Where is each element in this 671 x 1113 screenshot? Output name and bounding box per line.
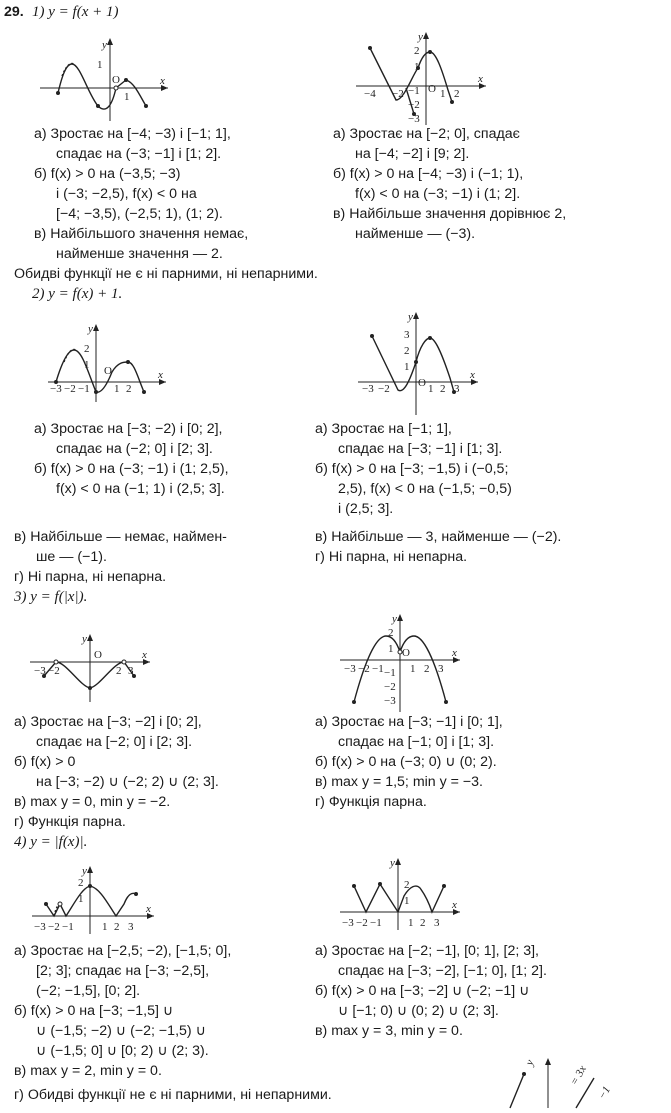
- answer-line: в) max y = 1,5; min y = −3.: [315, 774, 483, 790]
- corner-label: y: [523, 1058, 537, 1068]
- answer-line: а) Зростає на [−3; −2) і [0; 2],: [34, 421, 223, 437]
- tick-label: 1: [114, 383, 120, 395]
- answer-line: 2,5), f(x) < 0 на (−1,5; −0,5): [338, 481, 512, 497]
- graph-2a: [48, 322, 178, 407]
- tick-label: 3: [128, 921, 134, 933]
- tick-label: 1: [388, 643, 394, 655]
- x-axis-label: x: [452, 899, 457, 911]
- corner-label: −1: [596, 1084, 614, 1102]
- tick-label: −3: [362, 383, 374, 395]
- graph-3a: [30, 632, 160, 707]
- answer-line: б) f(x) > 0: [14, 754, 76, 770]
- answer-line: а) Зростає на [−2,5; −2), [−1,5; 0],: [14, 943, 232, 959]
- part-3-title: 3) y = f(|x|).: [14, 589, 88, 605]
- part-1-footer: Обидві функції не є ні парними, ні непарними.: [14, 266, 318, 282]
- x-axis-label: x: [478, 73, 483, 85]
- tick-label: 1: [440, 88, 446, 100]
- tick-label: 3: [454, 383, 460, 395]
- tick-label: 1: [97, 59, 103, 71]
- x-axis-label: x: [142, 649, 147, 661]
- answer-line: в) Найбільше — 3, найменше — (−2).: [315, 529, 562, 545]
- x-axis-label: x: [470, 369, 475, 381]
- tick-label: −1: [384, 667, 396, 679]
- answer-line: в) max y = 2, min y = 0.: [14, 1063, 162, 1079]
- tick-label: 1: [404, 895, 410, 907]
- tick-label: 3: [438, 663, 444, 675]
- part-2-title: 2) y = f(x) + 1.: [32, 286, 123, 302]
- tick-label: 2: [414, 45, 420, 57]
- answer-line: ∪ [−1; 0) ∪ (0; 2) ∪ (2; 3].: [338, 1003, 499, 1019]
- tick-label: −2: [384, 681, 396, 693]
- tick-label: 2: [126, 383, 132, 395]
- answer-line: найменше значення — 2.: [56, 246, 223, 262]
- y-axis-label: y: [408, 311, 413, 323]
- answer-line: ше — (−1).: [36, 549, 107, 565]
- tick-label: −1: [62, 921, 74, 933]
- answer-line: ∪ (−1,5; 0] ∪ [0; 2) ∪ (2; 3).: [36, 1043, 209, 1059]
- tick-label: −1: [370, 917, 382, 929]
- y-axis-label: y: [392, 613, 397, 625]
- tick-label: 2: [84, 343, 90, 355]
- answer-line: г) Функція парна.: [14, 814, 126, 830]
- tick-label: 2: [420, 917, 426, 929]
- graph-4a: [32, 864, 162, 944]
- answer-line: а) Зростає на [−1; 1],: [315, 421, 452, 437]
- tick-label: −2: [378, 383, 390, 395]
- answer-line: а) Зростає на [−3; −2] і [0; 2],: [14, 714, 202, 730]
- tick-label: 1: [124, 91, 130, 103]
- answer-line: ∪ (−1,5; −2) ∪ (−2; −1,5) ∪: [36, 1023, 206, 1039]
- answer-line: спадає на [−2; 0] і [2; 3].: [36, 734, 193, 750]
- answer-line: [2; 3]; спадає на [−3; −2,5],: [36, 963, 210, 979]
- part-1-title: 1) y = f(x + 1): [32, 4, 119, 20]
- answer-line: спадає на [−1; 0] і [1; 3].: [338, 734, 495, 750]
- origin-label: O: [428, 83, 436, 95]
- tick-label: 1: [102, 921, 108, 933]
- tick-label: 2: [404, 879, 410, 891]
- answer-line: а) Зростає на [−2; 0], спадає: [333, 126, 520, 142]
- answer-line: г) Ні парна, ні непарна.: [315, 549, 468, 565]
- tick-label: 3: [434, 917, 440, 929]
- y-axis-label: y: [82, 865, 87, 877]
- origin-label: O: [94, 649, 102, 661]
- answer-line: а) Зростає на [−2; −1], [0; 1], [2; 3],: [315, 943, 540, 959]
- tick-label: −3: [408, 113, 420, 125]
- tick-label: 2: [388, 627, 394, 639]
- answer-line: (−2; −1,5], [0; 2].: [36, 983, 141, 999]
- tick-label: −3: [34, 921, 46, 933]
- answer-line: спадає на (−3; −1] і [1; 2].: [56, 146, 222, 162]
- graph-2b: [358, 310, 488, 420]
- tick-label: −2: [408, 99, 420, 111]
- tick-label: 2: [440, 383, 446, 395]
- tick-label: 2: [116, 665, 122, 677]
- tick-label: −3: [384, 695, 396, 707]
- tick-label: 1: [404, 361, 410, 373]
- answer-line: спадає на (−2; 0] і [2; 3].: [56, 441, 213, 457]
- answer-line: f(x) < 0 на (−3; −1) і (1; 2].: [355, 186, 521, 202]
- answer-line: спадає на [−3; −2], [−1; 0], [1; 2].: [338, 963, 547, 979]
- answer-line: в) max y = 3, min y = 0.: [315, 1023, 463, 1039]
- graph-4b: [340, 856, 470, 941]
- y-axis-label: y: [82, 633, 87, 645]
- tick-label: 1: [84, 359, 90, 371]
- tick-label: −3: [344, 663, 356, 675]
- tick-label: 2: [78, 877, 84, 889]
- answer-line: f(x) < 0 на (−1; 1) і (2,5; 3].: [56, 481, 225, 497]
- answer-line: в) Найбільше — немає, наймен-: [14, 529, 227, 545]
- tick-label: 2: [424, 663, 430, 675]
- answer-line: б) f(x) > 0 на (−3; 0) ∪ (0; 2).: [315, 754, 497, 770]
- tick-label: 1: [428, 383, 434, 395]
- answer-line: б) f(x) > 0 на [−3; −1,5) і (−0,5;: [315, 461, 509, 477]
- answer-line: і (−3; −2,5), f(x) < 0 на: [56, 186, 197, 202]
- tick-label: 2: [454, 88, 460, 100]
- answer-line: а) Зростає на [−4; −3) і [−1; 1],: [34, 126, 231, 142]
- corner-label: = 3x: [568, 1063, 589, 1088]
- tick-label: −2: [356, 917, 368, 929]
- tick-label: −4: [364, 88, 376, 100]
- tick-label: 1: [414, 61, 420, 73]
- tick-label: 1: [408, 917, 414, 929]
- answer-line: [−4; −3,5), (−2,5; 1), (1; 2).: [56, 206, 223, 222]
- answer-line: спадає на [−3; −1] і [1; 3].: [338, 441, 503, 457]
- y-axis-label: y: [418, 31, 423, 43]
- tick-label: −2: [48, 665, 60, 677]
- x-axis-label: x: [158, 369, 163, 381]
- y-axis-label: y: [102, 39, 107, 51]
- tick-label: −3: [50, 383, 62, 395]
- tick-label: −2: [358, 663, 370, 675]
- tick-label: 1: [410, 663, 416, 675]
- answer-line: і (2,5; 3].: [338, 501, 394, 517]
- part-4-title: 4) y = |f(x)|.: [14, 834, 88, 850]
- answer-line: б) f(x) > 0 на (−3; −1) і (1; 2,5),: [34, 461, 229, 477]
- y-axis-label: y: [88, 323, 93, 335]
- answer-line: б) f(x) > 0 на (−3,5; −3): [34, 166, 181, 182]
- answer-line: б) f(x) > 0 на [−3; −2] ∪ (−2; −1] ∪: [315, 983, 530, 999]
- tick-label: 2: [404, 345, 410, 357]
- origin-label: O: [104, 365, 112, 377]
- tick-label: −1: [372, 663, 384, 675]
- x-axis-label: x: [160, 75, 165, 87]
- tick-label: 1: [78, 893, 84, 905]
- part-4-footer: г) Обидві функції не є ні парними, ні непарними.: [14, 1087, 332, 1103]
- answer-line: б) f(x) > 0 на [−4; −3) і (−1; 1),: [333, 166, 524, 182]
- answer-line: найменше — (−3).: [355, 226, 476, 242]
- answer-line: на [−4; −2] і [9; 2].: [355, 146, 470, 162]
- tick-label: −3: [34, 665, 46, 677]
- graph-1b: [356, 30, 496, 130]
- tick-label: 3: [404, 329, 410, 341]
- y-axis-label: y: [390, 857, 395, 869]
- answer-line: в) Найбільшого значення немає,: [34, 226, 249, 242]
- answer-line: г) Функція парна.: [315, 794, 427, 810]
- answer-line: б) f(x) > 0 на [−3; −1,5] ∪: [14, 1003, 174, 1019]
- x-axis-label: x: [452, 647, 457, 659]
- tick-label: −1: [408, 85, 420, 97]
- tick-label: 3: [128, 665, 134, 677]
- tick-label: −2: [48, 921, 60, 933]
- corner-fragment: [480, 1052, 640, 1113]
- origin-label: O: [402, 647, 410, 659]
- answer-line: в) max y = 0, min y = −2.: [14, 794, 171, 810]
- answer-line: а) Зростає на [−3; −1] і [0; 1],: [315, 714, 503, 730]
- answer-line: в) Найбільше значення дорівнює 2,: [333, 206, 567, 222]
- graph-3b: [340, 612, 470, 717]
- problem-number: 29.: [4, 4, 24, 20]
- origin-label: O: [418, 377, 426, 389]
- origin-label: O: [112, 74, 120, 86]
- tick-label: −2: [64, 383, 76, 395]
- tick-label: −3: [342, 917, 354, 929]
- graph-1a: [40, 36, 180, 126]
- answer-line: на [−3; −2) ∪ (−2; 2) ∪ (2; 3].: [36, 774, 219, 790]
- x-axis-label: x: [146, 903, 151, 915]
- tick-label: 2: [114, 921, 120, 933]
- answer-line: г) Ні парна, ні непарна.: [14, 569, 167, 585]
- tick-label: −2: [392, 88, 404, 100]
- tick-label: −1: [78, 383, 90, 395]
